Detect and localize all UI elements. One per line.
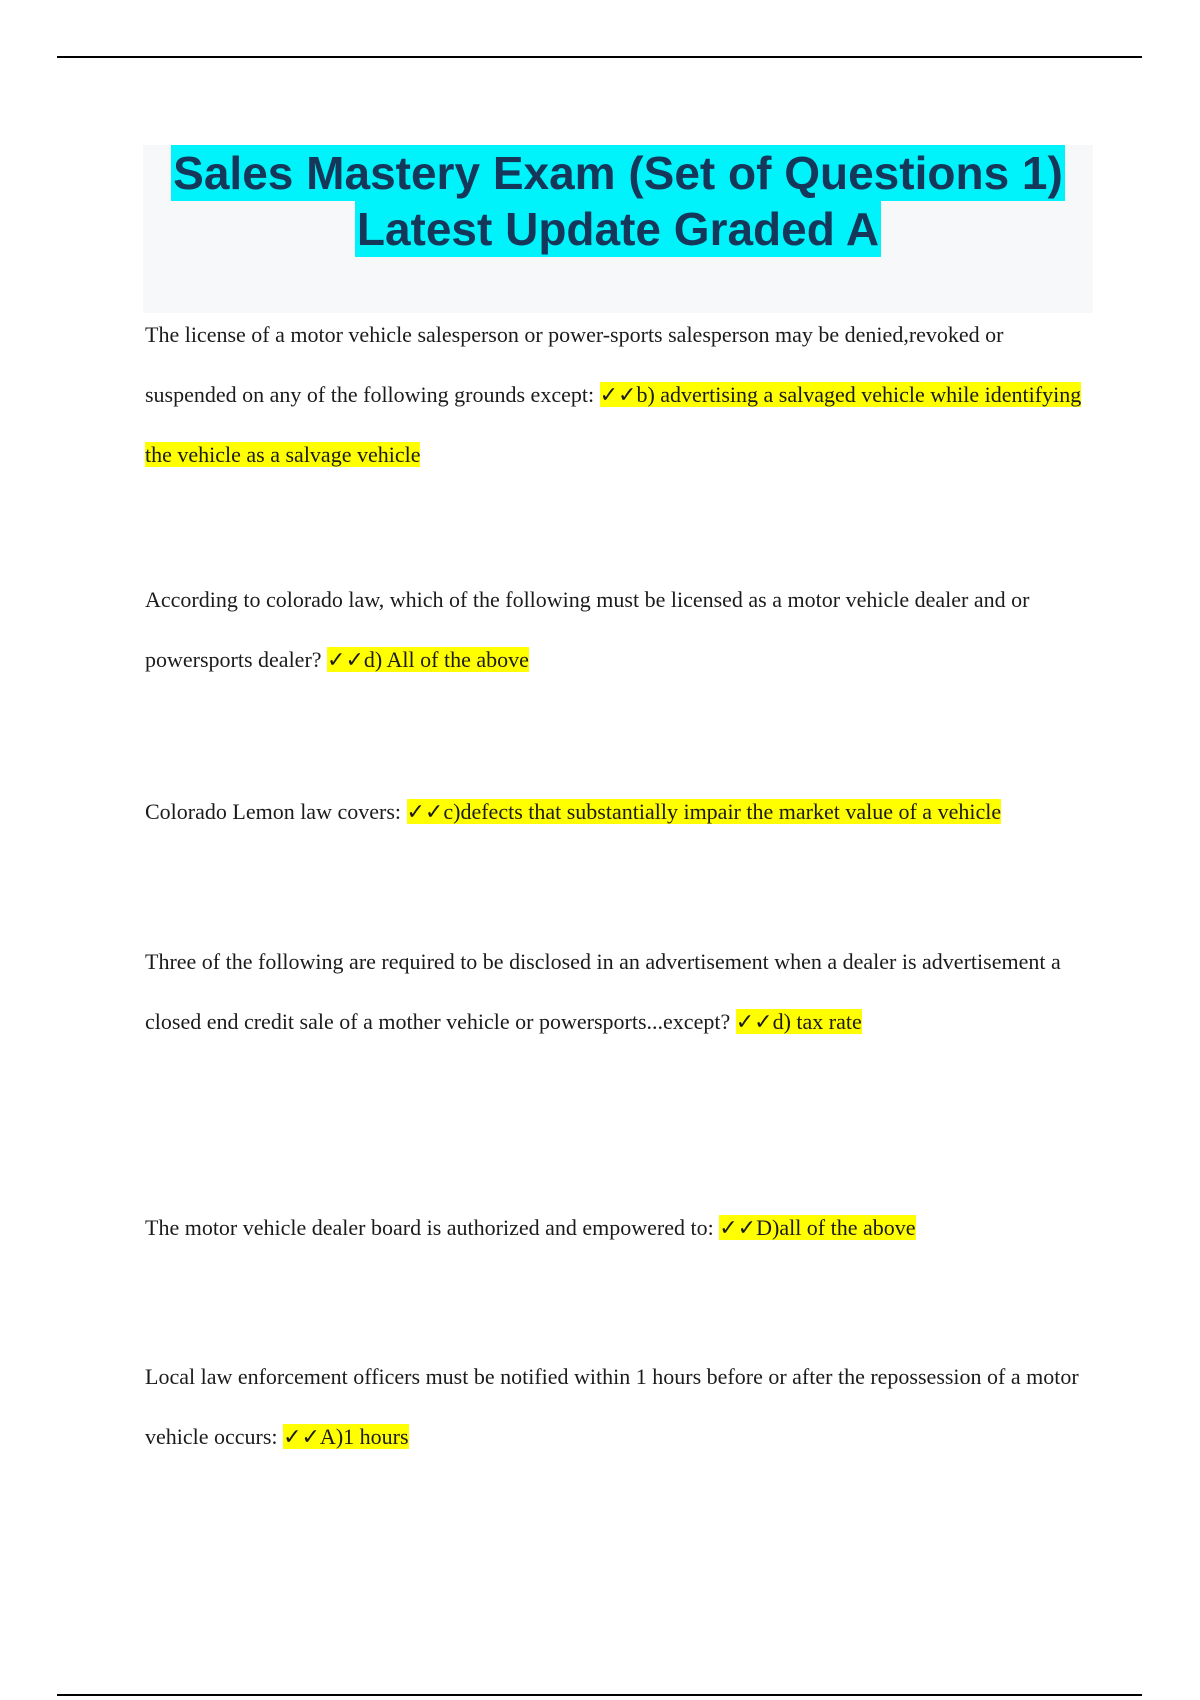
question-item-3: [145, 782, 1095, 842]
question-text: The motor vehicle dealer board is authorized and empowered to:: [145, 1215, 720, 1240]
question-text: Three of the following are required to be disclosed in an advertisement when a dealer is advertisement a closed end credit sale of a mother vehicle or powersports...except?: [145, 949, 1061, 1034]
question-item-6: [145, 1347, 1095, 1467]
question-item-5: [145, 1198, 1095, 1258]
answer-text: ✓✓d) tax rate: [735, 1009, 862, 1034]
question-item-1: [145, 305, 1095, 485]
title-line-2: Latest Update Graded A: [356, 203, 880, 255]
question-text: According to colorado law, which of the following must be licensed as a motor vehicle dealer and or powersports dealer?: [145, 587, 1030, 672]
question-item-4: [145, 932, 1095, 1052]
footer-rule: [57, 1694, 1142, 1696]
question-text: Local law enforcement officers must be notified within 1 hours before or after the repossession of a motor vehicle occurs:: [145, 1364, 1079, 1449]
question-text: The license of a motor vehicle salesperson or power-sports salesperson may be denied,revoked or suspended on any of the following grounds except:: [145, 322, 1004, 407]
header-rule: [57, 56, 1142, 58]
answer-text: ✓✓A)1 hours: [283, 1424, 409, 1449]
answer-text: ✓✓b) advertising a salvaged vehicle while identifying the vehicle as a salvage vehicle: [145, 382, 1082, 467]
title-block: [143, 145, 1093, 313]
title-line-1: Sales Mastery Exam (Set of Questions 1): [173, 147, 1063, 199]
answer-text: ✓✓D)all of the above: [719, 1215, 916, 1240]
question-item-2: [145, 570, 1095, 690]
answer-text: ✓✓d) All of the above: [327, 647, 529, 672]
answer-text: ✓✓c)defects that substantially impair the market value of a vehicle: [406, 799, 1002, 824]
question-text: Colorado Lemon law covers:: [145, 799, 407, 824]
